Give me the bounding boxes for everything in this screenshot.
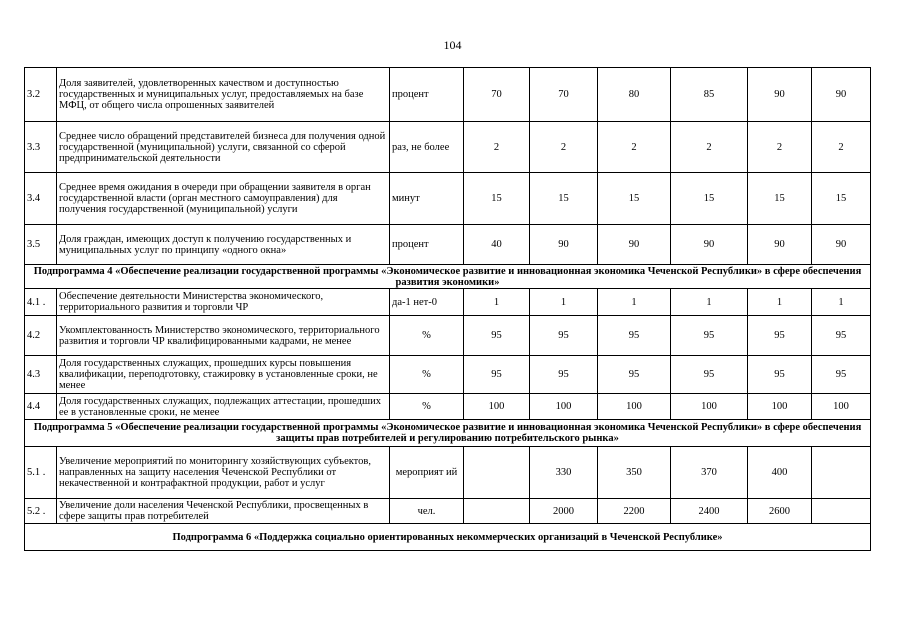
value-cell: 90 xyxy=(812,225,871,265)
value-cell: 2 xyxy=(464,122,530,173)
value-cell: 100 xyxy=(598,394,671,420)
value-cell: 100 xyxy=(748,394,812,420)
value-cell xyxy=(464,499,530,524)
unit-cell: раз, не более xyxy=(390,122,464,173)
value-cell: 80 xyxy=(598,68,671,122)
value-cell: 100 xyxy=(530,394,598,420)
row-number: 3.5 xyxy=(25,225,57,265)
unit-cell: % xyxy=(390,316,464,356)
value-cell: 15 xyxy=(748,173,812,225)
value-cell: 2 xyxy=(812,122,871,173)
value-cell: 2200 xyxy=(598,499,671,524)
value-cell: 15 xyxy=(598,173,671,225)
value-cell: 100 xyxy=(812,394,871,420)
value-cell: 2 xyxy=(530,122,598,173)
indicator-name: Доля граждан, имеющих доступ к получению государственных и муниципальных услуг по принципу «одного окна» xyxy=(57,225,390,265)
table-body xyxy=(25,68,871,551)
value-cell: 15 xyxy=(671,173,748,225)
value-cell: 1 xyxy=(671,289,748,316)
value-cell: 95 xyxy=(748,316,812,356)
value-cell: 1 xyxy=(530,289,598,316)
value-cell: 1 xyxy=(598,289,671,316)
value-cell xyxy=(812,499,871,524)
value-cell: 2 xyxy=(598,122,671,173)
value-cell: 85 xyxy=(671,68,748,122)
subprogram-row xyxy=(25,420,871,447)
value-cell: 2600 xyxy=(748,499,812,524)
value-cell: 95 xyxy=(598,316,671,356)
value-cell: 2 xyxy=(671,122,748,173)
row-number: 5.2 . xyxy=(25,499,57,524)
value-cell: 2000 xyxy=(530,499,598,524)
value-cell: 90 xyxy=(748,68,812,122)
row-number: 4.1 . xyxy=(25,289,57,316)
value-cell: 95 xyxy=(530,356,598,394)
table-row xyxy=(25,173,871,225)
row-number: 3.4 xyxy=(25,173,57,225)
table-row xyxy=(25,316,871,356)
value-cell: 90 xyxy=(812,68,871,122)
value-cell: 100 xyxy=(464,394,530,420)
value-cell: 95 xyxy=(464,356,530,394)
value-cell xyxy=(464,447,530,499)
table-row xyxy=(25,356,871,394)
indicator-name: Доля государственных служащих, подлежащих аттестации, прошедших ее в установленные сроки, не менее xyxy=(57,394,390,420)
table-row xyxy=(25,289,871,316)
value-cell: 100 xyxy=(671,394,748,420)
value-cell: 40 xyxy=(464,225,530,265)
value-cell: 95 xyxy=(530,316,598,356)
indicator-name: Среднее число обращений представителей бизнеса для получения одной государственной (муниципальной) услуги, связанной со сферой предпринимательской деятельности xyxy=(57,122,390,173)
row-number: 3.3 xyxy=(25,122,57,173)
value-cell: 330 xyxy=(530,447,598,499)
value-cell: 95 xyxy=(598,356,671,394)
row-number: 5.1 . xyxy=(25,447,57,499)
value-cell: 90 xyxy=(671,225,748,265)
unit-cell: % xyxy=(390,356,464,394)
value-cell: 400 xyxy=(748,447,812,499)
value-cell: 95 xyxy=(812,356,871,394)
value-cell: 350 xyxy=(598,447,671,499)
row-number: 4.4 xyxy=(25,394,57,420)
table-row xyxy=(25,447,871,499)
indicators-table xyxy=(24,67,871,551)
unit-cell: минут xyxy=(390,173,464,225)
subprogram-title: Подпрограмма 6 «Поддержка социально ориентированных некоммерческих организаций в Чеченской Республике» xyxy=(25,524,871,551)
value-cell: 1 xyxy=(812,289,871,316)
row-number: 4.2 xyxy=(25,316,57,356)
indicator-name: Увеличение мероприятий по мониторингу хозяйствующих субъектов, направленных на защиту населения Чеченской Республики от некачественной и контрафактной продукции, работ и услуг xyxy=(57,447,390,499)
indicator-name: Среднее время ожидания в очереди при обращении заявителя в орган государственной власти (орган местного самоуправления) для получения государственной (муниципальной) услуги xyxy=(57,173,390,225)
table-row xyxy=(25,394,871,420)
row-number: 3.2 xyxy=(25,68,57,122)
value-cell xyxy=(812,447,871,499)
value-cell: 90 xyxy=(530,225,598,265)
table-row xyxy=(25,68,871,122)
table-row xyxy=(25,499,871,524)
unit-cell: да-1 нет-0 xyxy=(390,289,464,316)
value-cell: 2400 xyxy=(671,499,748,524)
value-cell: 95 xyxy=(748,356,812,394)
value-cell: 70 xyxy=(530,68,598,122)
value-cell: 90 xyxy=(598,225,671,265)
value-cell: 95 xyxy=(464,316,530,356)
indicator-name: Доля государственных служащих, прошедших курсы повышения квалификации, переподготовку, стажировку в установленные сроки, не менее xyxy=(57,356,390,394)
subprogram-row xyxy=(25,265,871,289)
indicator-name: Укомплектованность Министерство экономического, территориального развития и торговли ЧР квалифицированными кадрами, не менее xyxy=(57,316,390,356)
value-cell: 15 xyxy=(812,173,871,225)
value-cell: 1 xyxy=(464,289,530,316)
unit-cell: чел. xyxy=(390,499,464,524)
value-cell: 2 xyxy=(748,122,812,173)
page-number: 104 xyxy=(443,38,462,52)
value-cell: 70 xyxy=(464,68,530,122)
value-cell: 95 xyxy=(812,316,871,356)
value-cell: 95 xyxy=(671,316,748,356)
subprogram-row xyxy=(25,524,871,551)
indicator-name: Увеличение доли населения Чеченской Республики, просвещенных в сфере защиты прав потребителей xyxy=(57,499,390,524)
subprogram-title: Подпрограмма 4 «Обеспечение реализации государственной программы «Экономическое развитие и инновационная экономика Чеченской Республики» в сфере обеспечения развития экономики» xyxy=(25,265,871,289)
unit-cell: мероприят ий xyxy=(390,447,464,499)
table-row xyxy=(25,225,871,265)
unit-cell: процент xyxy=(390,68,464,122)
value-cell: 95 xyxy=(671,356,748,394)
value-cell: 90 xyxy=(748,225,812,265)
value-cell: 370 xyxy=(671,447,748,499)
indicator-name: Обеспечение деятельности Министерства экономического, территориального развития и торговли ЧР xyxy=(57,289,390,316)
indicator-name: Доля заявителей, удовлетворенных качеством и доступностью государственных и муниципальных услуг, предоставляемых на базе МФЦ, от общего числа опрошенных заявителей xyxy=(57,68,390,122)
value-cell: 15 xyxy=(464,173,530,225)
subprogram-title: Подпрограмма 5 «Обеспечение реализации государственной программы «Экономическое развитие и инновационная экономика Чеченской Республики» в сфере обеспечения защиты прав потребителей и регулированию потребительского рынка» xyxy=(25,420,871,447)
value-cell: 15 xyxy=(530,173,598,225)
unit-cell: процент xyxy=(390,225,464,265)
value-cell: 1 xyxy=(748,289,812,316)
table-row xyxy=(25,122,871,173)
row-number: 4.3 xyxy=(25,356,57,394)
unit-cell: % xyxy=(390,394,464,420)
